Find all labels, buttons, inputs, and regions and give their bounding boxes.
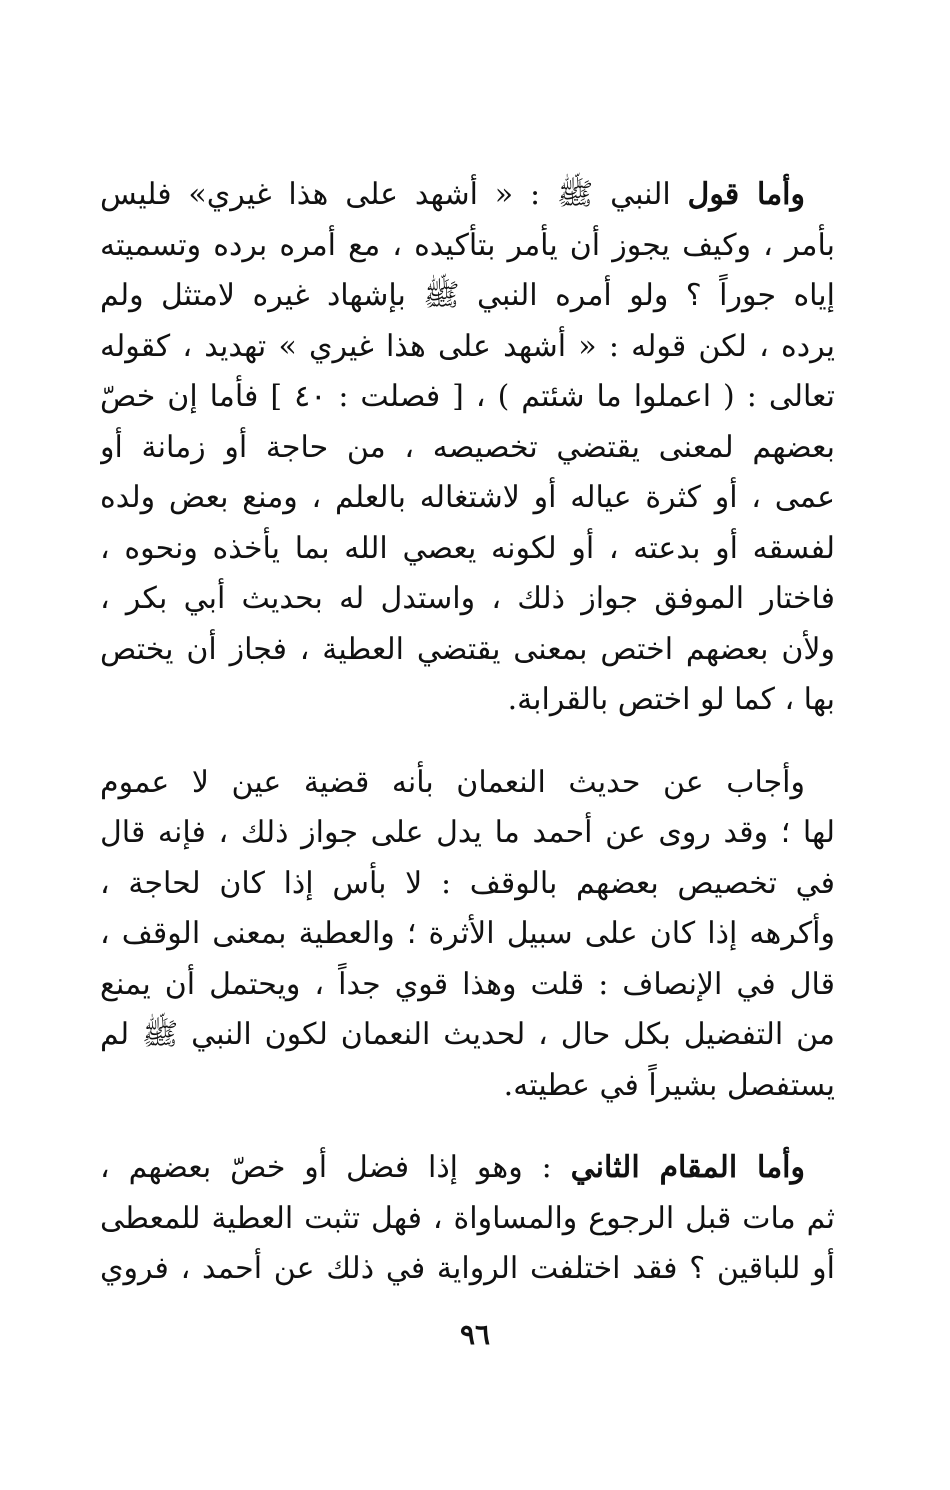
lead-phrase: وأما المقام الثاني (570, 1150, 805, 1185)
text-line (100, 1194, 835, 1245)
text-line (100, 758, 835, 809)
line-text: أو للباقين ؟ فقد اختلفت الرواية في ذلك عن أحمد ، فروي (100, 1251, 835, 1286)
line-text: بأمر ، وكيف يجوز أن يأمر بتأكيده ، مع أمره برده وتسميته (100, 227, 835, 263)
lead-phrase: وأما قول (687, 177, 805, 212)
text-line (100, 960, 835, 1011)
text-line (100, 322, 835, 373)
text-line (100, 625, 835, 676)
text-line (100, 675, 835, 726)
line-text: وأجاب عن حديث النعمان بأنه قضية عين لا عموم (100, 764, 805, 800)
line-text: عمى ، أو كثرة عياله أو لاشتغاله بالعلم ، ومنع بعض ولده (100, 480, 835, 515)
paragraph-1 (100, 170, 835, 726)
line-text: قال في الإنصاف : قلت وهذا قوي جداً ، ويحتمل أن يمنع (100, 966, 835, 1002)
text-line (100, 909, 835, 960)
line-text: تعالى : ( اعملوا ما شئتم ) ، [ فصلت : ٤٠ ] فأما إن خصّ (100, 379, 835, 414)
page-body (100, 170, 835, 1327)
line-text: ثم مات قبل الرجوع والمساواة ، فهل تثبت العطية للمعطى (100, 1200, 835, 1236)
line-text: بها ، كما لو اختص بالقرابة. (507, 682, 835, 717)
line-text: يرده ، لكن قوله : « أشهد على هذا غيري » تهديد ، كقوله (100, 328, 835, 364)
text-line (100, 473, 835, 524)
line-text: يستفصل بشيراً في عطيته. (503, 1067, 835, 1103)
text-line (100, 808, 835, 859)
text-line (100, 1244, 835, 1295)
line-text: ولأن بعضهم اختص بمعنى يقتضي العطية ، فجاز أن يختص (100, 631, 835, 667)
text-line (100, 170, 835, 221)
text-line (100, 1061, 835, 1112)
page-number: ٩٦ (459, 1318, 491, 1351)
text-line (100, 271, 835, 322)
text-line (100, 524, 835, 575)
line-text: النبي ﷺ : « أشهد على هذا غيري» فليس (100, 177, 688, 212)
text-line (100, 423, 835, 474)
line-text: بعضهم لمعنى يقتضي تخصيصه ، من حاجة أو زمانة أو (100, 429, 835, 465)
line-text: لها ؛ وقد روى عن أحمد ما يدل على جواز ذلك ، فإنه قال (100, 815, 835, 850)
text-line (100, 574, 835, 625)
text-line (100, 859, 835, 910)
text-line (100, 1010, 835, 1061)
line-text: : وهو إذا فضل أو خصّ بعضهم ، (100, 1150, 571, 1185)
line-text: من التفضيل بكل حال ، لحديث النعمان لكون النبي ﷺ لم (100, 1017, 835, 1052)
line-text: وأكرهه إذا كان على سبيل الأثرة ؛ والعطية بمعنى الوقف ، (100, 916, 835, 951)
line-text: إياه جوراً ؟ ولو أمره النبي ﷺ بإشهاد غيره لامتثل ولم (100, 278, 835, 313)
line-text: في تخصيص بعضهم بالوقف : لا بأس إذا كان لحاجة ، (100, 865, 835, 901)
paragraph-2 (100, 758, 835, 1112)
text-line (100, 372, 835, 423)
text-line (100, 221, 835, 272)
line-text: فاختار الموفق جواز ذلك ، واستدل له بحديث أبي بكر ، (100, 581, 835, 616)
line-text: لفسقه أو بدعته ، أو لكونه يعصي الله بما يأخذه ونحوه ، (100, 530, 835, 566)
text-line (100, 1143, 835, 1194)
paragraph-3 (100, 1143, 835, 1295)
